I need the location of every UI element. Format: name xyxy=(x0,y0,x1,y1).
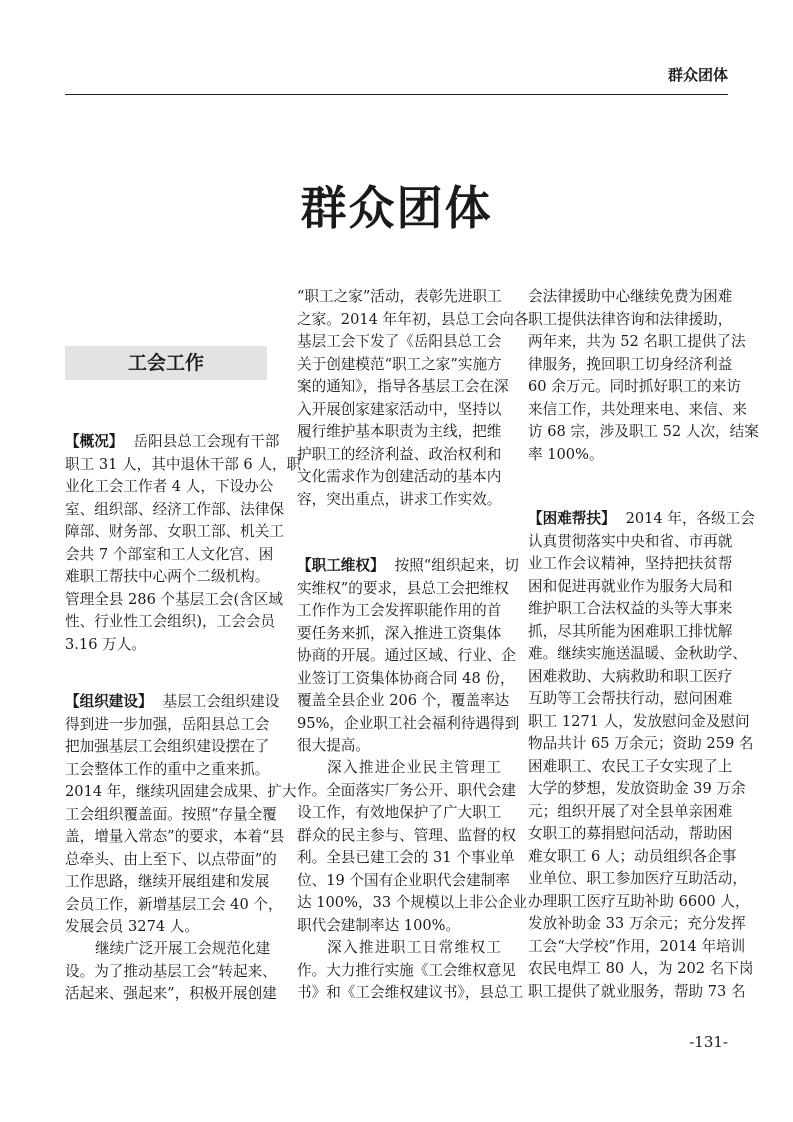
text-line xyxy=(297,623,501,646)
line-text: 协商的开展。通过区域、行业、企 xyxy=(297,647,516,664)
line-text: 业工作会议精神，坚持把扶贫帮 xyxy=(528,555,733,572)
text-line xyxy=(528,981,746,1004)
line-text: 访 68 宗，涉及职工 52 人次，结案 xyxy=(528,423,759,440)
text-line xyxy=(65,938,269,961)
text-line xyxy=(528,913,746,936)
paragraph xyxy=(297,286,529,511)
text-line xyxy=(297,600,501,623)
line-text: 认真贯彻落实中央和省、市再就 xyxy=(528,532,733,550)
line-text: 维护职工合法权益的头等大事来 xyxy=(528,600,733,617)
text-line xyxy=(65,983,277,1006)
line-text: 工作思路，继续开展组建和发展 xyxy=(65,873,270,890)
line-text: 业单位、职工参加医疗互助活动， xyxy=(528,870,747,887)
line-text: 管理全县 286 个基层工会(含区域 xyxy=(65,590,283,608)
text-line xyxy=(297,847,515,870)
line-text: 职工提供了就业服务，帮助 73 名 xyxy=(528,982,746,1000)
line-text: 覆盖全县企业 206 个，覆盖率达 xyxy=(297,692,510,709)
text-line xyxy=(297,780,516,803)
text-line xyxy=(528,553,732,576)
line-text: 总牵头、由上至下、以点带面”的 xyxy=(65,850,277,868)
text-line xyxy=(297,960,516,983)
paragraph xyxy=(528,286,759,466)
text-line xyxy=(297,578,509,601)
line-text: 活起来、强起来”，积极开展创建 xyxy=(65,985,277,1002)
line-text: 把加强基层工会组织建设摆在了 xyxy=(65,738,270,755)
text-line xyxy=(65,521,284,544)
text-line xyxy=(528,598,732,621)
line-text: 物品共计 65 万余元；资助 259 名 xyxy=(528,735,754,752)
paragraph-heading: 【概况】 xyxy=(65,433,124,450)
text-line xyxy=(297,645,516,668)
line-text: 工会整体工作的重中之重来抓。 xyxy=(65,760,270,778)
text-line xyxy=(528,868,747,891)
line-text: 会共 7 个部室和工人文化宫、困 xyxy=(65,545,274,563)
text-line xyxy=(297,466,501,489)
text-line xyxy=(297,982,524,1005)
line-text: 岳阳县总工会现有干部 xyxy=(133,433,280,450)
line-text: 业化工会工作者 4 人，下设办公 xyxy=(65,478,274,495)
text-line xyxy=(528,823,732,846)
line-text: 很大提高。 xyxy=(297,737,370,754)
paragraph xyxy=(528,508,755,1003)
paragraph xyxy=(65,431,302,656)
text-line xyxy=(65,431,280,454)
text-line xyxy=(528,756,732,779)
text-line xyxy=(297,489,501,512)
line-text: 职工 31 人，其中退休干部 6 人，职 xyxy=(65,455,302,473)
line-text: “职工之家”活动，表彰先进职工 xyxy=(297,288,502,305)
text-line xyxy=(528,891,750,914)
line-text: 互助等工会帮扶行动，慰问困难 xyxy=(528,690,733,707)
text-line xyxy=(65,566,269,589)
text-line xyxy=(528,331,746,354)
line-text: 按照“组织起来，切 xyxy=(394,557,519,574)
text-line xyxy=(528,643,747,666)
line-text: 会员工作，新增基层工会 40 个， xyxy=(65,895,283,913)
line-text: 盖，增量入常态”的要求，本着“县 xyxy=(65,828,285,845)
line-text: 深入推进企业民主管理工 xyxy=(327,759,501,776)
line-text: 率 100%。 xyxy=(528,445,604,463)
text-line xyxy=(65,611,276,634)
text-line xyxy=(297,286,501,309)
text-line xyxy=(297,354,501,377)
line-text: 文化需求作为创建活动的基本内 xyxy=(297,468,502,485)
line-text: 设工作，有效地保护了广大职工 xyxy=(297,804,502,821)
text-line xyxy=(65,476,274,499)
line-text: 护职工的经济利益、政治权利和 xyxy=(297,445,502,463)
text-line xyxy=(297,399,501,422)
text-line xyxy=(65,714,269,737)
line-text: 办理职工医疗互助补助 6600 人， xyxy=(528,892,750,910)
line-text: 难女职工 6 人；动员组织各企事 xyxy=(528,847,737,865)
text-line xyxy=(528,778,746,801)
text-line xyxy=(65,691,280,714)
line-text: 位、19 个国有企业职代会建制率 xyxy=(297,871,510,889)
line-text: 难职工帮扶中心两个二级机构。 xyxy=(65,568,270,585)
text-line xyxy=(297,331,501,354)
paragraph xyxy=(65,691,297,939)
line-text: 作。大力推行实施《工会维权意见 xyxy=(297,961,516,979)
text-line xyxy=(297,757,501,780)
line-text: 发展会员 3274 人。 xyxy=(65,918,199,935)
line-text: 达 100%，33 个规模以上非公企业 xyxy=(297,894,528,911)
text-line xyxy=(297,668,515,691)
paragraph xyxy=(65,938,277,1006)
text-line xyxy=(65,499,284,522)
page-title: 群众团体 xyxy=(300,181,493,235)
text-line xyxy=(65,589,283,612)
paragraph xyxy=(297,757,528,937)
text-line xyxy=(528,621,732,644)
text-line xyxy=(528,286,732,309)
line-text: 两年来，共为 52 名职工提供了法 xyxy=(528,333,746,350)
line-text: 性、行业性工会组织)，工会会员 xyxy=(65,613,276,630)
text-line xyxy=(297,937,501,960)
text-line xyxy=(528,421,759,444)
line-text: 职工提供法律咨询和法律援助， xyxy=(528,310,733,328)
text-line xyxy=(65,916,269,939)
text-line xyxy=(65,804,277,827)
line-text: 困难救助、大病救助和职工医疗 xyxy=(528,667,733,685)
line-text: 职工 1271 人，发放慰问金及慰问 xyxy=(528,712,750,730)
text-line xyxy=(65,544,274,567)
text-line xyxy=(528,508,755,531)
paragraph xyxy=(297,937,524,1005)
text-line xyxy=(297,870,510,893)
text-line xyxy=(65,894,283,917)
text-line xyxy=(528,711,750,734)
line-text: 工会组织覆盖面。按照“存量全覆 xyxy=(65,805,277,823)
line-text: 困和促进再就业作为服务大局和 xyxy=(528,577,733,595)
line-text: 难。继续实施送温暖、金秋助学、 xyxy=(528,645,747,662)
line-text: 工作作为工会发挥职能作用的首 xyxy=(297,602,502,619)
text-line xyxy=(297,309,529,332)
line-text: 工会“大学校”作用，2014 年培训 xyxy=(528,937,746,955)
text-line xyxy=(297,555,519,578)
line-text: 要任务来抓，深入推进工资集体 xyxy=(297,624,502,642)
text-line xyxy=(297,421,501,444)
line-text: 3.16 万人。 xyxy=(65,635,146,653)
line-text: 2014 年，继续巩固建会成果、扩大 xyxy=(65,783,297,800)
text-line xyxy=(297,892,528,915)
line-text: 女职工的募捐慰问活动，帮助困 xyxy=(528,825,733,842)
line-text: 基层工会组织建设 xyxy=(162,693,280,710)
line-text: 困难职工、农民工子女实现了上 xyxy=(528,757,733,775)
line-text: 会法律援助中心继续免费为困难 xyxy=(528,288,733,305)
line-text: 60 余万元。同时抓好职工的来访 xyxy=(528,378,741,395)
text-line xyxy=(65,849,277,872)
line-text: 大学的梦想，发放资助金 39 万余 xyxy=(528,780,746,797)
line-text: 元；组织开展了对全县单亲困难 xyxy=(528,802,733,820)
line-text: 入开展创家建家活动中，坚持以 xyxy=(297,400,502,418)
running-head: 群众团体 xyxy=(667,66,728,84)
line-text: 关于创建模范“职工之家”实施方 xyxy=(297,355,502,373)
line-text: 作。全面落实厂务公开、职代会建 xyxy=(297,781,516,799)
text-line xyxy=(528,936,746,959)
text-line xyxy=(297,376,509,399)
header-rule xyxy=(65,94,728,95)
line-text: 继续广泛开展工会规范化建 xyxy=(95,940,271,957)
text-line xyxy=(297,444,501,467)
section-heading: 工会工作 xyxy=(65,346,267,380)
text-line xyxy=(528,399,747,422)
text-line xyxy=(65,454,302,477)
line-text: 容，突出重点，讲求工作实效。 xyxy=(297,490,502,508)
line-text: 基层工会下发了《岳阳县总工会 xyxy=(297,333,502,350)
page-number: -131- xyxy=(689,1033,728,1051)
line-text: 障部、财务部、女职工部、机关工 xyxy=(65,523,284,540)
line-text: 实维权”的要求，县总工会把维权 xyxy=(297,579,509,597)
line-text: 利。全县已建工会的 31 个事业单 xyxy=(297,849,515,866)
line-text: 案的通知》，指导各基层工会在深 xyxy=(297,378,509,395)
text-line xyxy=(65,736,269,759)
paragraph-heading: 【困难帮扶】 xyxy=(528,510,616,527)
line-text: 职代会建制率达 100%。 xyxy=(297,916,461,934)
line-text: 业签订工资集体协商合同 48 份， xyxy=(297,669,515,687)
line-text: 群众的民主参与、管理、监督的权 xyxy=(297,826,516,844)
text-line xyxy=(528,958,754,981)
text-line xyxy=(528,733,754,756)
paragraph-heading: 【职工维权】 xyxy=(297,557,385,574)
text-line xyxy=(65,634,269,657)
text-line xyxy=(528,309,732,332)
line-text: 书》和《工会维权建议书》，县总工 xyxy=(297,984,524,1001)
paragraph xyxy=(297,555,520,758)
line-text: 抓，尽其所能为困难职工排忧解 xyxy=(528,622,733,640)
line-text: 95%，企业职工社会福利待遇得到 xyxy=(297,714,520,732)
text-line xyxy=(297,802,501,825)
text-line xyxy=(528,531,732,554)
text-line xyxy=(297,713,520,736)
line-text: 来信工作，共处理来电、来信、来 xyxy=(528,400,747,418)
line-text: 之家。2014 年年初，县总工会向各 xyxy=(297,310,529,328)
text-line xyxy=(528,801,732,824)
text-line xyxy=(297,915,501,938)
text-line xyxy=(528,688,732,711)
text-line xyxy=(297,690,510,713)
line-text: 2014 年，各级工会 xyxy=(625,510,755,527)
text-line xyxy=(528,354,732,377)
line-text: 深入推进职工日常维权工 xyxy=(327,939,501,956)
text-line xyxy=(65,759,269,782)
text-line xyxy=(65,961,277,984)
line-text: 发放补助金 33 万余元；充分发挥 xyxy=(528,915,746,932)
text-line xyxy=(528,444,732,467)
text-line xyxy=(297,825,516,848)
line-text: 得到进一步加强，岳阳县总工会 xyxy=(65,715,270,733)
text-line xyxy=(65,871,269,894)
text-line xyxy=(65,781,297,804)
line-text: 农民电焊工 80 人，为 202 名下岗 xyxy=(528,960,754,977)
text-line xyxy=(528,576,732,599)
text-line xyxy=(65,826,285,849)
line-text: 律服务，挽回职工切身经济利益 xyxy=(528,355,733,373)
text-line xyxy=(528,666,732,689)
line-text: 设。为了推动基层工会“转起来、 xyxy=(65,962,277,980)
paragraph-heading: 【组织建设】 xyxy=(65,693,153,710)
text-line xyxy=(528,376,741,399)
line-text: 履行维护基本职责为主线，把维 xyxy=(297,423,502,440)
line-text: 室、组织部、经济工作部、法律保 xyxy=(65,500,284,518)
text-line xyxy=(528,846,737,869)
text-line xyxy=(297,735,501,758)
